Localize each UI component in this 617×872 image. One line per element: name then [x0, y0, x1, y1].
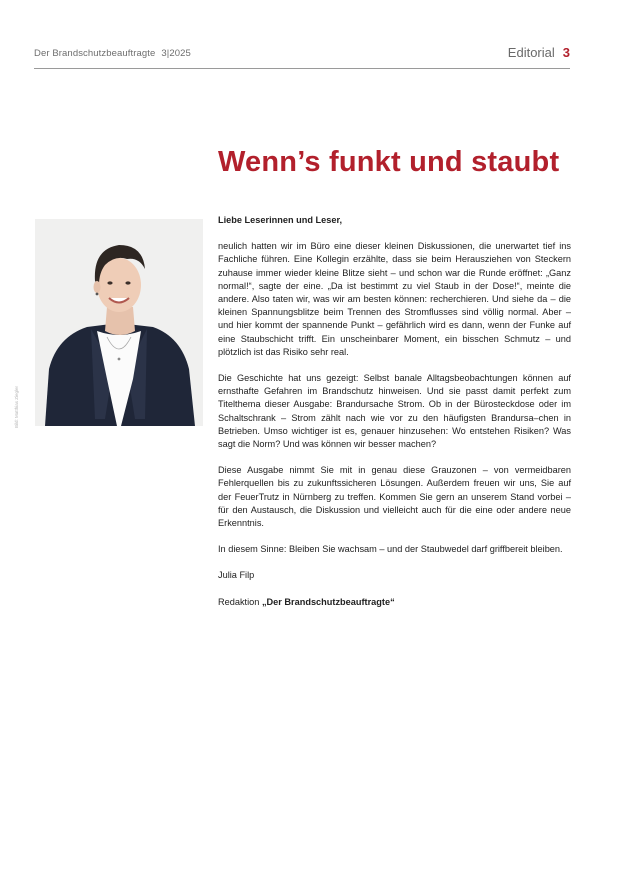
article-title: Wenn’s funkt und staubt	[218, 146, 560, 178]
paragraph: Diese Ausgabe nimmt Sie mit in genau diese Grauzonen – von vermeidbaren Fehlerquellen bis zu zukunftssicheren Lösungen. Außerdem freuen wir uns, Sie auf der FeuerTrutz in Nürnberg zu treffen. Kommen Sie gern an unserem Stand vorbei – für den Austausch, die Diskussion und vielleicht auch für die eine oder andere neue Erkenntnis.	[218, 465, 571, 529]
signature-organization: „Der Brandschutzbeauftragte“	[261, 596, 395, 607]
paragraph: In diesem Sinne: Bleiben Sie wachsam – und der Staubwedel darf griffbereit bleiben.	[218, 544, 563, 555]
paragraph: neulich hatten wir im Büro eine dieser kleinen Diskussionen, die unerwartet tief ins Fachliche führen. Eine Kollegin erzählte, dass sie beim Herausziehen von Steckern zuhause immer wieder kleine Blitze sieht – und schon war die Runde eröffnet: „Ganz normal!“, sagte der eine. „Da ist bestimmt zu viel Staub in der Dose!“, meinte die andere. Also taten wir, was wir am besten können: recherchieren. Und siehe da – die kleinen Spannungsblitze beim Trennen des Stromflusses sind völlig normal. Aber – und hier kommt der spannende Punkt – gefährlich wird es dann, wenn der Funke auf eine Staubschicht trifft. Ein unscheinbarer Moment, ein bisschen Schmutz – und plötzlich ist das Risiko sehr real.	[218, 241, 571, 357]
running-head	[34, 48, 191, 59]
editorial-body	[218, 214, 571, 622]
signature-role-prefix: Redaktion	[218, 596, 262, 607]
section-name: Editorial	[507, 45, 555, 60]
signature-name: Julia Filp	[218, 570, 255, 581]
greeting: Liebe Leserinnen und Leser,	[218, 215, 343, 225]
page-number: 3	[562, 45, 570, 60]
signature-role	[218, 596, 571, 609]
photo-credit: Bild: Matthias Ziegler	[14, 385, 19, 428]
publication-name: Der Brandschutzbeauftragte	[34, 48, 156, 59]
issue-number: 3|2025	[161, 48, 191, 59]
paragraph: Die Geschichte hat uns gezeigt: Selbst banale Alltagsbeobachtungen können auf ernsthafte Gefahren im Brandschutz hinweisen. Und sie passt damit perfekt zum Titelthema dieser Ausgabe: Brandursache Strom. Ob in der Bürosteckdose oder im Schaltschrank – Strom zählt nach wie vor zu den häufigsten Brandursa–chen in Betrieben. Umso wichtiger ist es, genauer hinzusehen: Wo entstehen Risiken? Was sagt die Norm? Und was können wir besser machen?	[218, 373, 571, 450]
section-label	[508, 45, 570, 60]
page-header	[34, 44, 570, 69]
author-portrait	[35, 219, 203, 426]
